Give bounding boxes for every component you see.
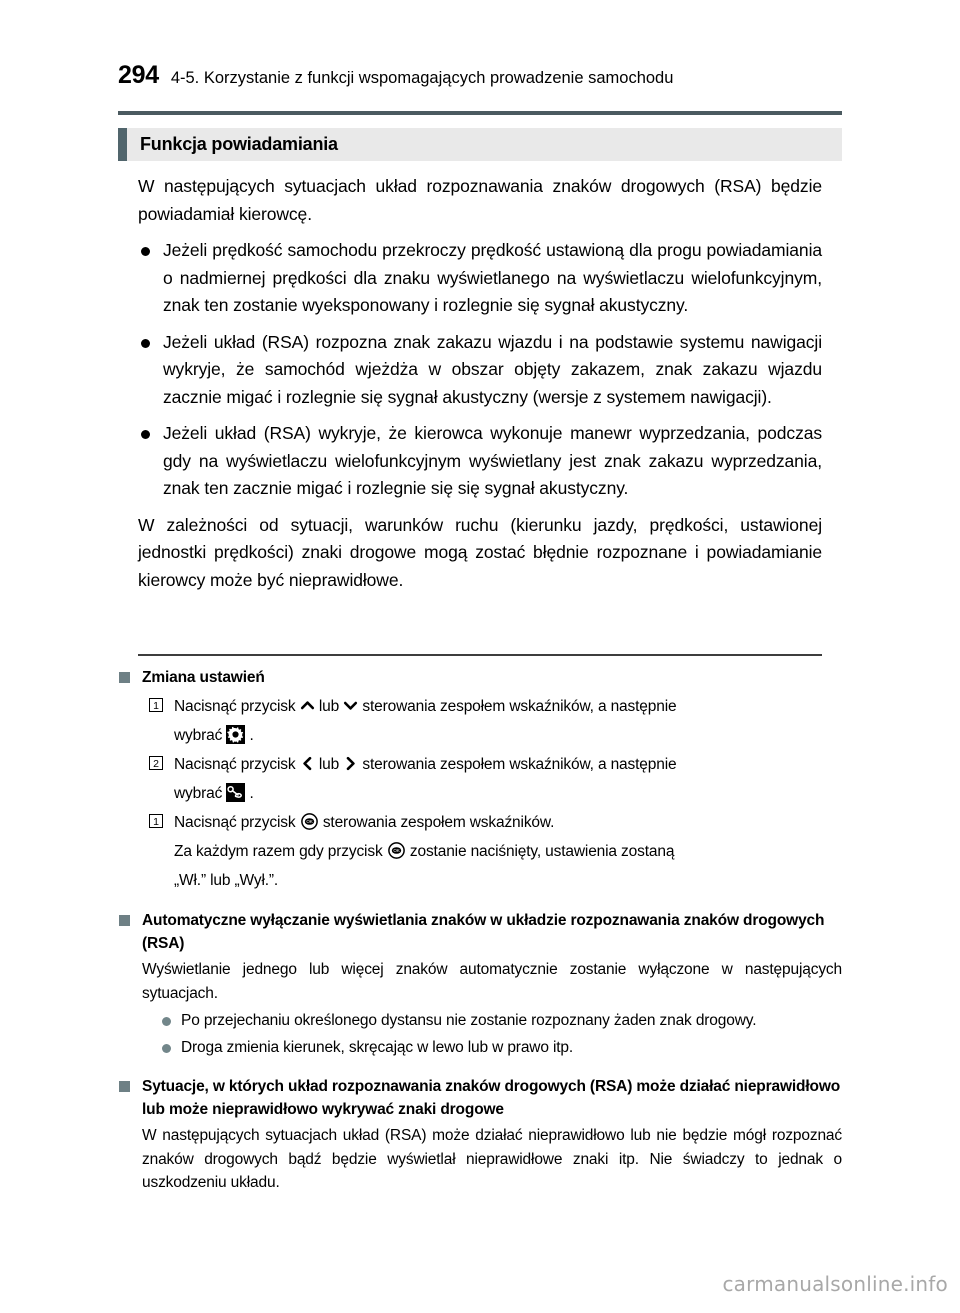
ok-button-icon[interactable] xyxy=(300,812,319,831)
step-note-text-a: Za każdym razem gdy przycisk xyxy=(174,843,383,860)
square-bullet-icon xyxy=(119,1081,130,1092)
step-text-b: sterowania zespołem wskaźników, a następnie xyxy=(362,756,677,773)
bullet-dot-icon xyxy=(141,430,150,439)
step-item-1 xyxy=(149,692,842,750)
banner-title: Funkcja powiadamiania xyxy=(140,134,338,154)
step-note-text-b: zostanie naciśnięty, ustawienia zostaną xyxy=(409,843,675,860)
section-divider xyxy=(138,654,822,656)
step-line xyxy=(149,692,842,721)
page-number: 294 xyxy=(118,61,159,89)
bullet-text: Jeżeli prędkość samochodu przekroczy prędkość ustawioną dla progu powiadamiania o nadmiernej prędkości dla znaku wyświetlanego na wyświetlaczu wielofunkcyjnym, znak ten zostanie wyeksponowany i rozlegnie się sygnał akustyczny. xyxy=(163,240,822,315)
step-item-2 xyxy=(149,750,842,808)
bullet-item xyxy=(138,420,822,503)
main-body xyxy=(138,173,822,594)
step-text-lub: lub xyxy=(318,698,340,715)
step-text-a: Nacisnąć przycisk xyxy=(174,756,296,773)
svg-text:OK: OK xyxy=(393,848,400,854)
note-heading-text: Zmiana ustawień xyxy=(142,669,265,686)
bullet-dot-icon xyxy=(141,247,150,256)
step-text-b: sterowania zespołem wskaźników. xyxy=(322,814,555,831)
step-text-lub: lub xyxy=(318,756,340,773)
step-sub-text-a: wybrać xyxy=(174,785,223,802)
watermark: carmanualsonline.info xyxy=(722,1272,948,1296)
step-sub-text-b: . xyxy=(249,727,254,744)
list-item xyxy=(162,1036,842,1060)
list-item-text: Droga zmienia kierunek, skręcając w lewo lub w prawo itp. xyxy=(181,1038,574,1056)
svg-text:OK: OK xyxy=(305,819,313,825)
section-title: 4-5. Korzystanie z funkcji wspomagających prowadzenie samochodu xyxy=(170,69,674,87)
header-rule xyxy=(118,111,842,115)
step-number: 2 xyxy=(149,756,163,770)
outro-paragraph: W zależności od sytuacji, warunków ruchu (kierunku jazdy, prędkości, ustawionej jednostki prędkości) znaki drogowe mogą zostać błędnie rozpoznane i powiadamianie kierowcy może być nieprawidłowe. xyxy=(138,514,822,590)
chevron-right-icon[interactable] xyxy=(343,756,358,771)
step-line xyxy=(149,750,842,779)
square-bullet-icon xyxy=(119,672,130,683)
step-text-a: Nacisnąć przycisk xyxy=(174,814,296,831)
step-text-a: Nacisnąć przycisk xyxy=(174,698,296,715)
bullet-item xyxy=(138,329,822,412)
list-item xyxy=(162,1009,842,1033)
chevron-left-icon[interactable] xyxy=(300,756,315,771)
auto-off-list xyxy=(118,1009,842,1059)
bullet-dot-icon xyxy=(162,1017,171,1026)
intro-paragraph: W następujących sytuacjach układ rozpoznawania znaków drogowych (RSA) będzie powiadamiał kierowcę. xyxy=(138,176,822,224)
list-item-text: Po przejechaniu określonego dystansu nie zostanie rozpoznany żaden znak drogowy. xyxy=(181,1012,757,1029)
step-text-b: sterowania zespołem wskaźników, a następnie xyxy=(362,698,677,715)
note-heading-text: Sytuacje, w których układ rozpoznawania znaków drogowych (RSA) może działać nieprawidłowo lub może nieprawidłowo wykrywać znaki drogowe xyxy=(142,1078,841,1118)
bullet-text: Jeżeli układ (RSA) rozpozna znak zakazu wjazdu i na podstawie systemu nawigacji wykryje, że samochód wjeżdża w obszar objęty zakazem, znak zakazu wjazdu zacznie migać i rozlegnie się sygnał akustyczny (wersje z systemem nawigacji). xyxy=(163,331,822,407)
step-sub-text-a: wybrać xyxy=(174,727,223,744)
bullet-dot-icon xyxy=(141,339,150,348)
step-subline xyxy=(149,779,842,808)
step-line xyxy=(149,808,842,837)
step-note-text-c: „Wł.” lub „Wył.”. xyxy=(174,872,279,889)
notification-bullet-list xyxy=(138,237,822,503)
malfunction-body: W następujących sytuacjach układ (RSA) może działać nieprawidłowo lub nie będzie mógł rozpoznać znaków drogowych bądź będzie wyświetlał nieprawidłowe znaki itp. Nie świadczy to jednak o uszkodzeniu układu. xyxy=(142,1127,842,1191)
key-settings-icon[interactable] xyxy=(226,783,245,802)
gear-icon[interactable] xyxy=(226,725,245,744)
step-item-3 xyxy=(149,808,842,895)
square-bullet-icon xyxy=(119,915,130,926)
bullet-text: Jeżeli układ (RSA) wykryje, że kierowca wykonuje manewr wyprzedzania, podczas gdy na wyświetlaczu wielofunkcyjnym wyświetlany jest znak zakazu wyprzedzania, znak ten zacznie migać i rozlegnie się się sygnał akustyczny. xyxy=(163,423,822,498)
step-number: 1 xyxy=(149,698,163,712)
note-heading-text: Automatyczne wyłączanie wyświetlania znaków w układzie rozpoznawania znaków drogowych (RSA) xyxy=(142,912,825,952)
ok-button-icon[interactable] xyxy=(387,841,406,860)
auto-off-body: Wyświetlanie jednego lub więcej znaków automatycznie zostanie wyłączone w następujących sytuacjach. xyxy=(142,961,842,1002)
banner-accent-bar xyxy=(118,128,127,161)
chevron-up-icon[interactable] xyxy=(300,698,315,713)
note-heading-malfunction xyxy=(118,1075,842,1121)
step-number: 1 xyxy=(149,814,163,828)
bullet-item xyxy=(138,237,822,320)
step-subline xyxy=(149,721,842,750)
note-heading-auto-off xyxy=(118,909,842,955)
note-heading-settings xyxy=(118,666,842,689)
bullet-dot-icon xyxy=(162,1044,171,1053)
section-banner xyxy=(118,128,842,161)
notes-area xyxy=(118,666,842,1199)
step-note-line xyxy=(149,837,842,866)
running-head xyxy=(118,63,842,88)
step-sub-text-b: . xyxy=(249,785,254,802)
chevron-down-icon[interactable] xyxy=(343,698,358,713)
settings-steps xyxy=(118,692,842,895)
